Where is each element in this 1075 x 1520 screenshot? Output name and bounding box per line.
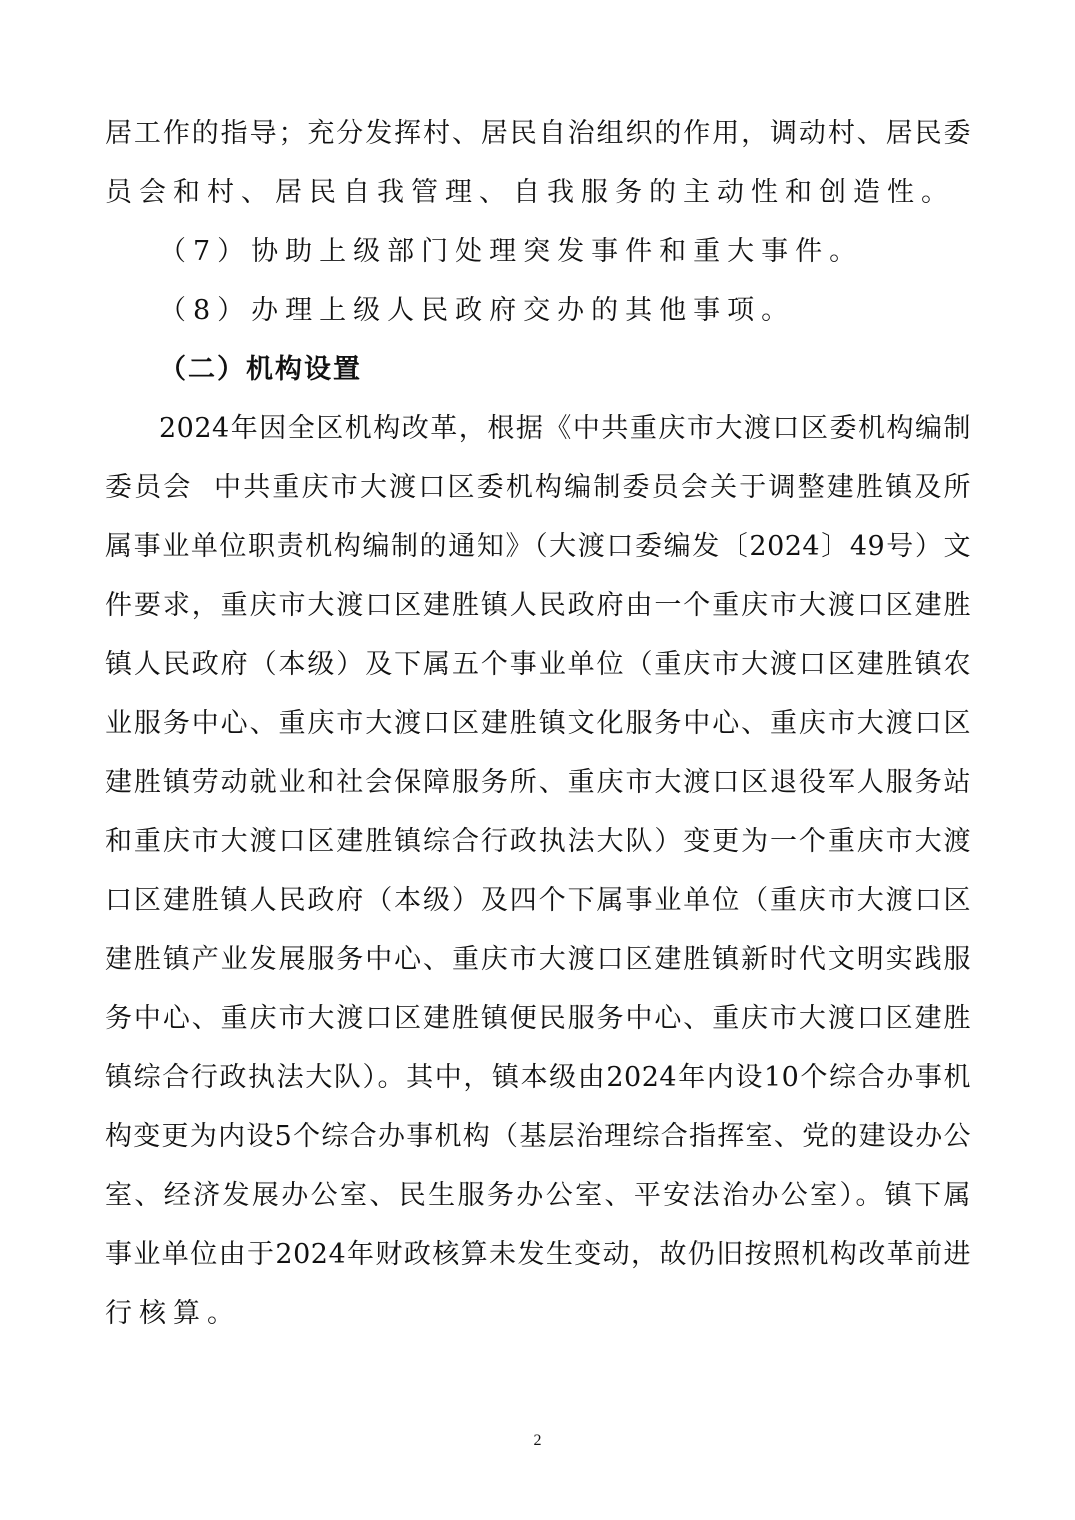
list-item-8: （8）办理上级人民政府交办的其他事项。 — [159, 295, 796, 326]
text-line: 员会和村、居民自我管理、自我服务的主动性和创造性。 — [105, 177, 955, 208]
text-line: 属事业单位职责机构编制的通知》（大渡口委编发〔2024〕49号）文 — [105, 531, 971, 562]
text-line: 镇综合行政执法大队）。其中，镇本级由2024年内设10个综合办事机 — [105, 1062, 971, 1093]
text-line: 事业单位由于2024年财政核算未发生变动，故仍旧按照机构改革前进 — [105, 1239, 971, 1270]
text-line: 业服务中心、重庆市大渡口区建胜镇文化服务中心、重庆市大渡口区 — [105, 708, 971, 739]
text-line: 构变更为内设5个综合办事机构（基层治理综合指挥室、党的建设办公 — [105, 1121, 971, 1152]
text-line: 建胜镇劳动就业和社会保障服务所、重庆市大渡口区退役军人服务站 — [105, 767, 971, 798]
text-line: 行核算。 — [105, 1298, 241, 1329]
text-line: 居工作的指导；充分发挥村、居民自治组织的作用，调动村、居民委 — [105, 118, 971, 149]
section-heading: （二）机构设置 — [159, 354, 362, 385]
text-line: 口区建胜镇人民政府（本级）及四个下属事业单位（重庆市大渡口区 — [105, 885, 971, 916]
text-line: 和重庆市大渡口区建胜镇综合行政执法大队）变更为一个重庆市大渡 — [105, 826, 971, 857]
text-line: 务中心、重庆市大渡口区建胜镇便民服务中心、重庆市大渡口区建胜 — [105, 1003, 971, 1034]
text-line: 镇人民政府（本级）及下属五个事业单位（重庆市大渡口区建胜镇农 — [105, 649, 971, 680]
text-line: 委员会 中共重庆市大渡口区委机构编制委员会关于调整建胜镇及所 — [105, 472, 971, 503]
page-number: 2 — [533, 1432, 542, 1449]
document-page — [105, 104, 971, 1343]
text-line: 2024年因全区机构改革，根据《中共重庆市大渡口区委机构编制 — [159, 413, 971, 444]
list-item-7: （7）协助上级部门处理突发事件和重大事件。 — [159, 236, 864, 267]
text-line: 件要求，重庆市大渡口区建胜镇人民政府由一个重庆市大渡口区建胜 — [105, 590, 971, 621]
text-line: 室、经济发展办公室、民生服务办公室、平安法治办公室）。镇下属 — [105, 1180, 971, 1211]
text-line: 建胜镇产业发展服务中心、重庆市大渡口区建胜镇新时代文明实践服 — [105, 944, 971, 975]
